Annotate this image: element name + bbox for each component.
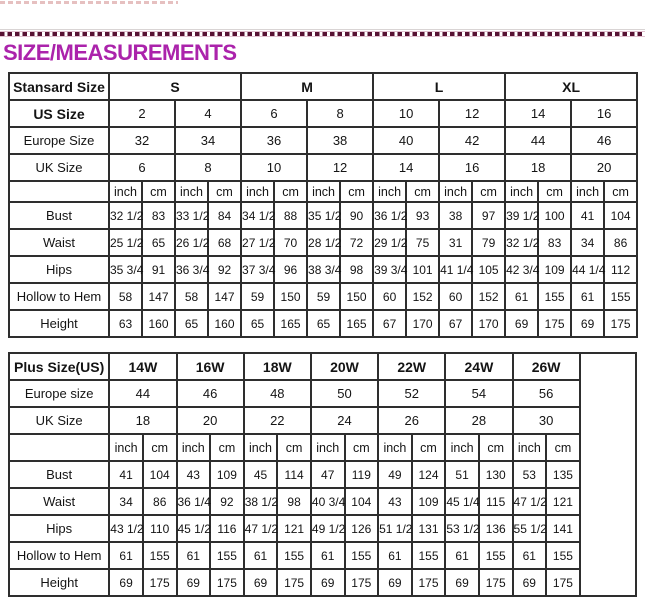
measure-value: 38 1/2 [244, 488, 278, 515]
unit-header: inch [175, 181, 208, 202]
measure-value: 69 [571, 310, 604, 337]
measure-value: 51 [445, 461, 479, 488]
measure-value: 39 3/4 [373, 256, 406, 283]
size-group-header: L [373, 73, 505, 100]
measure-value: 175 [277, 569, 311, 596]
measure-value: 61 [244, 542, 278, 569]
unit-header: inch [177, 434, 211, 461]
measure-value: 136 [479, 515, 513, 542]
measure-value: 65 [175, 310, 208, 337]
measure-value: 45 1/2 [177, 515, 211, 542]
empty-column [580, 353, 636, 596]
measure-value: 27 1/2 [241, 229, 274, 256]
measure-value: 47 [311, 461, 345, 488]
measure-value: 92 [208, 256, 241, 283]
measure-label: Height [9, 310, 109, 337]
unit-header: inch [505, 181, 538, 202]
measure-value: 126 [345, 515, 379, 542]
measure-value: 175 [604, 310, 637, 337]
measure-value: 60 [373, 283, 406, 310]
measure-value: 41 [109, 461, 143, 488]
unit-header: inch [445, 434, 479, 461]
table-row [9, 380, 636, 407]
size-value: 18 [505, 154, 571, 181]
measure-value: 160 [142, 310, 175, 337]
table-row [9, 353, 636, 380]
unit-header: inch [311, 434, 345, 461]
unit-header: inch [109, 434, 143, 461]
measure-value: 38 3/4 [307, 256, 340, 283]
size-value: 8 [307, 100, 373, 127]
measure-value: 175 [143, 569, 177, 596]
measure-value: 58 [175, 283, 208, 310]
measure-value: 67 [373, 310, 406, 337]
table-header-label: Plus Size(US) [9, 353, 109, 380]
measure-value: 175 [479, 569, 513, 596]
size-value: 40 [373, 127, 439, 154]
measure-value: 31 [439, 229, 472, 256]
measure-value: 170 [406, 310, 439, 337]
measure-value: 59 [307, 283, 340, 310]
measure-value: 34 [109, 488, 143, 515]
unit-header: cm [479, 434, 513, 461]
measure-value: 35 3/4 [109, 256, 142, 283]
measure-value: 165 [274, 310, 307, 337]
unit-header: cm [143, 434, 177, 461]
measure-value: 69 [513, 569, 547, 596]
measure-value: 79 [472, 229, 505, 256]
measure-value: 40 3/4 [311, 488, 345, 515]
size-value: 4 [175, 100, 241, 127]
size-value: 12 [439, 100, 505, 127]
measure-value: 55 1/2 [513, 515, 547, 542]
unit-header: cm [340, 181, 373, 202]
size-group-header: 16W [177, 353, 244, 380]
measure-value: 63 [109, 310, 142, 337]
measure-value: 96 [274, 256, 307, 283]
measure-value: 97 [472, 202, 505, 229]
measure-value: 32 1/2 [505, 229, 538, 256]
unit-header: inch [439, 181, 472, 202]
unit-header: cm [472, 181, 505, 202]
size-value: 42 [439, 127, 505, 154]
unit-header: inch [307, 181, 340, 202]
measure-value: 43 [378, 488, 412, 515]
measure-value: 93 [406, 202, 439, 229]
row-label: Europe Size [9, 127, 109, 154]
size-value: 34 [175, 127, 241, 154]
measure-value: 116 [210, 515, 244, 542]
measure-value: 165 [340, 310, 373, 337]
size-group-header: M [241, 73, 373, 100]
measure-value: 68 [208, 229, 241, 256]
measure-value: 69 [244, 569, 278, 596]
measure-value: 101 [406, 256, 439, 283]
table-row [9, 73, 637, 100]
measure-value: 155 [538, 283, 571, 310]
size-value: 46 [177, 380, 244, 407]
measure-value: 53 [513, 461, 547, 488]
size-value: 10 [241, 154, 307, 181]
measure-value: 91 [142, 256, 175, 283]
measure-value: 69 [311, 569, 345, 596]
measure-value: 170 [472, 310, 505, 337]
measure-value: 98 [277, 488, 311, 515]
unit-header: cm [538, 181, 571, 202]
measure-value: 37 3/4 [241, 256, 274, 283]
measure-value: 104 [345, 488, 379, 515]
size-value: 38 [307, 127, 373, 154]
size-value: 20 [177, 407, 244, 434]
size-value: 10 [373, 100, 439, 127]
measure-value: 61 [378, 542, 412, 569]
row-label-empty [9, 434, 109, 461]
measure-label: Bust [9, 202, 109, 229]
measure-value: 70 [274, 229, 307, 256]
plus-size-table [8, 352, 637, 597]
table-row [9, 229, 637, 256]
measure-value: 65 [142, 229, 175, 256]
table-row [9, 515, 636, 542]
measure-value: 51 1/2 [378, 515, 412, 542]
measure-value: 88 [274, 202, 307, 229]
measure-value: 175 [412, 569, 446, 596]
unit-header: cm [277, 434, 311, 461]
size-value: 6 [241, 100, 307, 127]
size-value: 8 [175, 154, 241, 181]
measure-value: 112 [604, 256, 637, 283]
measure-value: 61 [177, 542, 211, 569]
measure-value: 34 1/2 [241, 202, 274, 229]
measure-value: 105 [472, 256, 505, 283]
measure-value: 38 [439, 202, 472, 229]
unit-header: inch [378, 434, 412, 461]
measure-value: 49 1/2 [311, 515, 345, 542]
measure-value: 53 1/2 [445, 515, 479, 542]
unit-header: cm [406, 181, 439, 202]
measure-value: 36 1/2 [373, 202, 406, 229]
size-value: 2 [109, 100, 175, 127]
measure-value: 86 [604, 229, 637, 256]
measure-value: 175 [210, 569, 244, 596]
size-value: 54 [445, 380, 512, 407]
size-group-header: 22W [378, 353, 445, 380]
measure-value: 90 [340, 202, 373, 229]
measure-value: 83 [538, 229, 571, 256]
measure-value: 43 [177, 461, 211, 488]
measure-value: 69 [505, 310, 538, 337]
measure-value: 135 [546, 461, 580, 488]
measure-value: 109 [538, 256, 571, 283]
row-label: Europe size [9, 380, 109, 407]
size-value: 44 [505, 127, 571, 154]
measure-value: 155 [143, 542, 177, 569]
measure-value: 43 1/2 [109, 515, 143, 542]
measure-value: 114 [277, 461, 311, 488]
unit-header: cm [274, 181, 307, 202]
size-value: 14 [505, 100, 571, 127]
measure-label: Height [9, 569, 109, 596]
measure-value: 35 1/2 [307, 202, 340, 229]
table-row [9, 569, 636, 596]
unit-header: cm [412, 434, 446, 461]
measure-value: 28 1/2 [307, 229, 340, 256]
table-row [9, 154, 637, 181]
measure-value: 83 [142, 202, 175, 229]
measure-value: 45 1/4 [445, 488, 479, 515]
divider-line [0, 29, 645, 30]
measure-value: 61 [311, 542, 345, 569]
measure-value: 60 [439, 283, 472, 310]
measure-label: Waist [9, 229, 109, 256]
measure-value: 92 [210, 488, 244, 515]
size-group-header: 18W [244, 353, 311, 380]
unit-header: inch [373, 181, 406, 202]
measure-value: 33 1/2 [175, 202, 208, 229]
size-value: 20 [571, 154, 637, 181]
unit-header: inch [241, 181, 274, 202]
unit-header: inch [109, 181, 142, 202]
measure-value: 104 [604, 202, 637, 229]
measure-value: 67 [439, 310, 472, 337]
size-value: 30 [513, 407, 580, 434]
measure-value: 42 3/4 [505, 256, 538, 283]
measure-value: 155 [345, 542, 379, 569]
measure-value: 98 [340, 256, 373, 283]
measure-value: 61 [513, 542, 547, 569]
measure-value: 121 [546, 488, 580, 515]
unit-header: inch [513, 434, 547, 461]
measure-value: 86 [143, 488, 177, 515]
measure-label: Hips [9, 256, 109, 283]
size-value: 56 [513, 380, 580, 407]
row-label: UK Size [9, 154, 109, 181]
measure-value: 152 [406, 283, 439, 310]
table-row [9, 100, 637, 127]
size-value: 14 [373, 154, 439, 181]
measure-value: 115 [479, 488, 513, 515]
measure-value: 110 [143, 515, 177, 542]
table-header-label: Stansard Size [9, 73, 109, 100]
measure-value: 36 3/4 [175, 256, 208, 283]
dashed-separator [0, 32, 645, 36]
measure-value: 25 1/2 [109, 229, 142, 256]
measure-value: 150 [274, 283, 307, 310]
measure-value: 147 [142, 283, 175, 310]
measure-value: 61 [445, 542, 479, 569]
measure-value: 160 [208, 310, 241, 337]
measure-label: Waist [9, 488, 109, 515]
table-row [9, 310, 637, 337]
unit-header: cm [604, 181, 637, 202]
measure-value: 141 [546, 515, 580, 542]
row-label-empty [9, 181, 109, 202]
size-value: 44 [109, 380, 176, 407]
measure-value: 65 [307, 310, 340, 337]
size-value: 46 [571, 127, 637, 154]
unit-header: cm [210, 434, 244, 461]
unit-header: cm [546, 434, 580, 461]
size-group-header: 26W [513, 353, 580, 380]
measure-value: 131 [412, 515, 446, 542]
measure-value: 69 [177, 569, 211, 596]
size-value: 48 [244, 380, 311, 407]
measure-value: 175 [546, 569, 580, 596]
measure-value: 61 [109, 542, 143, 569]
measure-value: 155 [546, 542, 580, 569]
size-group-header: S [109, 73, 241, 100]
size-value: 52 [378, 380, 445, 407]
measure-value: 61 [505, 283, 538, 310]
measure-value: 49 [378, 461, 412, 488]
standard-size-table [8, 72, 638, 338]
size-value: 12 [307, 154, 373, 181]
measure-value: 69 [109, 569, 143, 596]
measure-value: 65 [241, 310, 274, 337]
unit-header: inch [571, 181, 604, 202]
measure-value: 41 1/4 [439, 256, 472, 283]
size-group-header: XL [505, 73, 637, 100]
measure-value: 109 [412, 488, 446, 515]
size-value: 28 [445, 407, 512, 434]
measure-value: 29 1/2 [373, 229, 406, 256]
size-value: 26 [378, 407, 445, 434]
measure-value: 39 1/2 [505, 202, 538, 229]
table-row [9, 127, 637, 154]
measure-value: 32 1/2 [109, 202, 142, 229]
measure-value: 155 [210, 542, 244, 569]
measure-value: 84 [208, 202, 241, 229]
measure-value: 34 [571, 229, 604, 256]
measure-value: 59 [241, 283, 274, 310]
table-row [9, 202, 637, 229]
unit-header: cm [142, 181, 175, 202]
measure-value: 155 [604, 283, 637, 310]
measure-value: 44 1/4 [571, 256, 604, 283]
size-group-header: 20W [311, 353, 378, 380]
table-row [9, 283, 637, 310]
measure-value: 155 [412, 542, 446, 569]
measure-value: 69 [378, 569, 412, 596]
measure-value: 155 [479, 542, 513, 569]
measure-value: 58 [109, 283, 142, 310]
size-value: 36 [241, 127, 307, 154]
size-value: 18 [109, 407, 176, 434]
measure-value: 61 [571, 283, 604, 310]
measure-value: 69 [445, 569, 479, 596]
measure-value: 104 [143, 461, 177, 488]
size-value: 24 [311, 407, 378, 434]
measure-label: Hollow to Hem [9, 283, 109, 310]
table-row [9, 488, 636, 515]
unit-header: cm [208, 181, 241, 202]
size-value: 22 [244, 407, 311, 434]
measure-value: 75 [406, 229, 439, 256]
table-row [9, 542, 636, 569]
measure-value: 47 1/2 [513, 488, 547, 515]
size-group-header: 14W [109, 353, 176, 380]
measure-value: 175 [538, 310, 571, 337]
size-value: 50 [311, 380, 378, 407]
size-value: 16 [439, 154, 505, 181]
measure-label: Hips [9, 515, 109, 542]
unit-header: cm [345, 434, 379, 461]
size-group-header: 24W [445, 353, 512, 380]
measure-value: 41 [571, 202, 604, 229]
table-row [9, 461, 636, 488]
measure-value: 152 [472, 283, 505, 310]
table-row [9, 181, 637, 202]
size-value: 32 [109, 127, 175, 154]
measure-value: 45 [244, 461, 278, 488]
size-value: 6 [109, 154, 175, 181]
measure-value: 100 [538, 202, 571, 229]
measure-label: Hollow to Hem [9, 542, 109, 569]
measure-value: 124 [412, 461, 446, 488]
row-label: UK Size [9, 407, 109, 434]
table-row [9, 434, 636, 461]
table-row [9, 407, 636, 434]
measure-value: 121 [277, 515, 311, 542]
measure-value: 109 [210, 461, 244, 488]
top-dashed-remnant [0, 1, 178, 4]
measure-value: 130 [479, 461, 513, 488]
measure-value: 119 [345, 461, 379, 488]
page-title: SIZE/MEASUREMENTS [3, 40, 237, 65]
measure-value: 147 [208, 283, 241, 310]
row-label: US Size [9, 100, 109, 127]
measure-value: 175 [345, 569, 379, 596]
unit-header: inch [244, 434, 278, 461]
measure-value: 72 [340, 229, 373, 256]
measure-value: 155 [277, 542, 311, 569]
measure-value: 26 1/2 [175, 229, 208, 256]
table-row [9, 256, 637, 283]
size-value: 16 [571, 100, 637, 127]
measure-value: 36 1/4 [177, 488, 211, 515]
measure-value: 47 1/2 [244, 515, 278, 542]
measure-value: 150 [340, 283, 373, 310]
measure-label: Bust [9, 461, 109, 488]
